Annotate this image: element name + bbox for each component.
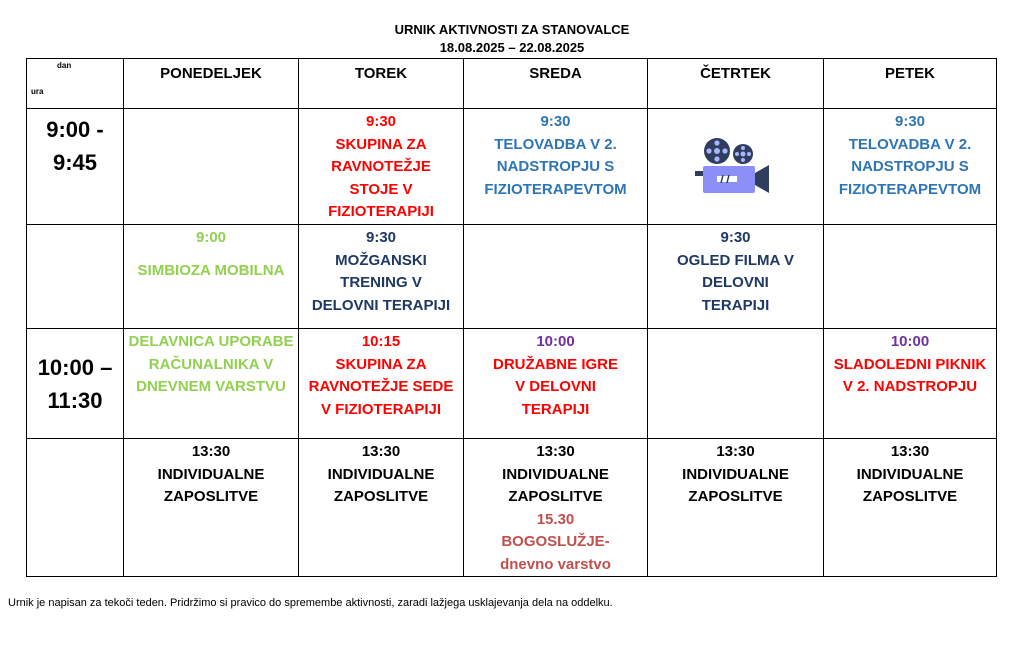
activity-time: 9:30 — [365, 113, 397, 130]
activity-text: INDIVIDUALNE ZAPOSLITVE — [682, 465, 789, 505]
day-header-sreda: SREDA — [464, 59, 648, 109]
date-range: 18.08.2025 – 22.08.2025 — [439, 40, 585, 55]
activity-text: SIMBIOZA MOBILNA — [137, 261, 285, 279]
cell-torek-row1 — [299, 109, 464, 225]
time-slot-empty — [27, 225, 124, 329]
activity-text: TELOVADBA V 2. NADSTROPJU S FIZIOTERAPEVTOM — [838, 135, 982, 198]
activity-text: INDIVIDUALNE ZAPOSLITVE — [502, 465, 609, 505]
activity-text: SKUPINA ZA RAVNOTEŽJE SEDE V FIZIOTERAPIJI — [308, 355, 454, 418]
activity-text: INDIVIDUALNE ZAPOSLITVE — [157, 465, 265, 505]
activity-text: SLADOLEDNI PIKNIK V 2. NADSTROPJU — [833, 355, 987, 395]
activity-time: 13:30 — [716, 443, 755, 460]
cell-sreda-row1 — [464, 109, 648, 225]
cell-ponedeljek-row1 — [124, 109, 299, 225]
activity-text: INDIVIDUALNE ZAPOSLITVE — [327, 465, 435, 505]
cell-sreda-row3 — [464, 329, 648, 439]
activity-text: MOŽGANSKI TRENING V DELOVNI TERAPIJI — [311, 251, 451, 314]
cell-sreda-row2 — [464, 225, 648, 329]
cell-cetrtek-row1 — [648, 109, 824, 225]
time-slot-empty — [27, 439, 124, 577]
activity-time: 9:00 — [195, 229, 227, 246]
table-row — [27, 329, 997, 439]
table-row — [27, 439, 997, 577]
activity-text: INDIVIDUALNE ZAPOSLITVE — [856, 465, 964, 505]
footer-note: Urnik je napisan za tekoči teden. Pridržimo si pravico do spremembe aktivnosti, zaradi lažjega usklajevanja dela na oddelku. — [8, 597, 613, 609]
cell-cetrtek-row3 — [648, 329, 824, 439]
corner-ura: ura — [31, 87, 44, 96]
cell-cetrtek-row4 — [648, 439, 824, 577]
cell-cetrtek-row2 — [648, 225, 824, 329]
day-header-cetrtek: ČETRTEK — [648, 59, 824, 109]
document-title: URNIK AKTIVNOSTI ZA STANOVALCE — [394, 22, 630, 37]
cell-petek-row4 — [824, 439, 997, 577]
cell-ponedeljek-row4 — [124, 439, 299, 577]
activity-text: TELOVADBA V 2. NADSTROPJU S FIZIOTERAPEVTOM — [484, 135, 627, 198]
activity-time: 9:30 — [540, 113, 571, 130]
cell-petek-row2 — [824, 225, 997, 329]
day-header-ponedeljek: PONEDELJEK — [124, 59, 299, 109]
cell-ponedeljek-row2 — [124, 225, 299, 329]
cell-torek-row4 — [299, 439, 464, 577]
activity-time: 13:30 — [361, 443, 401, 460]
activity-time: 10:15 — [361, 333, 401, 350]
film-projector-icon — [693, 135, 779, 199]
activity-time: 10:00 — [890, 333, 930, 350]
day-header-torek: TOREK — [299, 59, 464, 109]
cell-torek-row3 — [299, 329, 464, 439]
cell-ponedeljek-row3 — [124, 329, 299, 439]
table-row — [27, 109, 997, 225]
activity-text: SKUPINA ZA RAVNOTEŽJE STOJE V FIZIOTERAPIJI — [328, 135, 434, 220]
activity-time: 13:30 — [536, 443, 575, 460]
schedule-table — [26, 58, 997, 577]
activity-time: 13:30 — [191, 443, 231, 460]
corner-cell — [27, 59, 124, 109]
cell-torek-row2 — [299, 225, 464, 329]
time-slot-morning: 9:00 - 9:45 — [27, 109, 124, 225]
activity-time: 9:30 — [894, 113, 926, 130]
activity-time-secondary: 15.30 — [536, 510, 575, 528]
header-row — [27, 59, 997, 109]
table-row — [27, 225, 997, 329]
activity-text-secondary: BOGOSLUŽJE-dnevno varstvo — [500, 533, 611, 573]
activity-time: 13:30 — [890, 443, 930, 460]
time-slot-late-morning: 10:00 – 11:30 — [27, 329, 124, 439]
activity-time: 9:30 — [720, 229, 751, 246]
cell-sreda-row4 — [464, 439, 648, 577]
activity-text: OGLED FILMA V DELOVNI TERAPIJI — [677, 251, 794, 314]
cell-petek-row3 — [824, 329, 997, 439]
activity-time: 10:00 — [536, 333, 575, 350]
corner-dan: dan — [57, 61, 72, 70]
activity-text: DRUŽABNE IGRE V DELOVNI TERAPIJI — [492, 355, 618, 418]
cell-petek-row1 — [824, 109, 997, 225]
activity-text: DELAVNICA UPORABE RAČUNALNIKA V DNEVNEM VARSTVU — [128, 333, 294, 395]
day-header-petek: PETEK — [824, 59, 997, 109]
activity-time: 9:30 — [365, 229, 397, 246]
